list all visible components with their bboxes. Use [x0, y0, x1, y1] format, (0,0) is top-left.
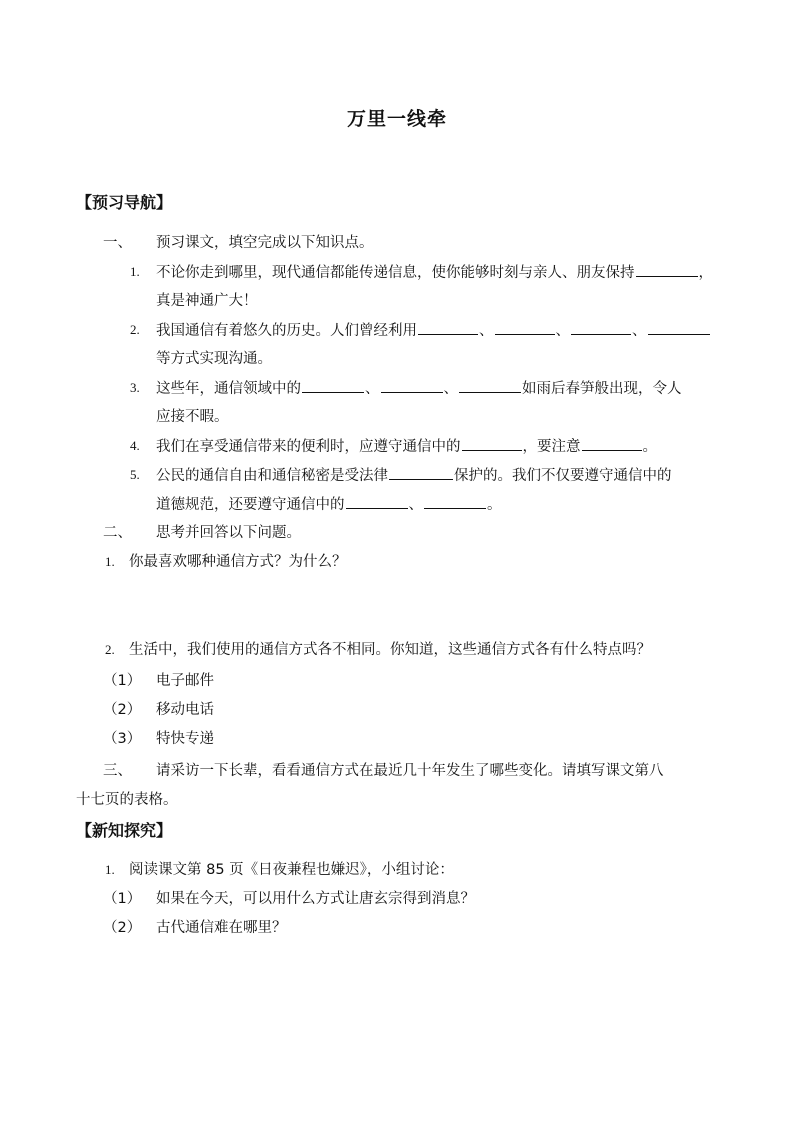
- question-number: 1.: [105, 862, 115, 877]
- section-heading-preview: 【预习导航】: [76, 193, 173, 212]
- item-text: 我国通信有着悠久的历史。人们曾经利用: [156, 323, 417, 339]
- fill-blank[interactable]: [582, 436, 642, 451]
- separator: 、: [479, 323, 494, 339]
- fill-item-1-line1: [156, 262, 713, 283]
- part2-marker: 二、: [103, 525, 132, 541]
- explore-question-1: 阅读课文第 85 页《日夜兼程也嫌迟》，小组讨论：: [129, 862, 454, 878]
- fill-item-2-line2: 等方式实现沟通。: [156, 351, 272, 367]
- item-text: ，要注意: [522, 439, 581, 455]
- item-text: ，: [698, 265, 713, 281]
- separator: 、: [443, 381, 458, 397]
- sub-item: 电子邮件: [156, 673, 214, 689]
- item-text: 这些年，通信领域中的: [156, 381, 301, 397]
- separator: 、: [632, 323, 647, 339]
- sub-item: 特快专递: [156, 731, 214, 747]
- item-text: 不论你走到哪里，现代通信都能传递信息，使你能够时刻与亲人、朋友保持: [156, 265, 635, 281]
- fill-blank[interactable]: [571, 320, 631, 335]
- sub-number: （1）: [103, 673, 142, 689]
- sub-number: （1）: [103, 891, 142, 907]
- fill-item-2-line1: [156, 320, 711, 341]
- fill-item-5-line2: [156, 494, 502, 515]
- sub-item: 古代通信难在哪里？: [156, 920, 287, 936]
- fill-item-3-line2: 应接不暇。: [156, 409, 229, 425]
- item-text: 。: [642, 439, 657, 455]
- part3-marker: 三、: [103, 763, 132, 779]
- fill-blank[interactable]: [424, 494, 486, 509]
- separator: 、: [555, 323, 570, 339]
- part1-instruction: 预习课文，填空完成以下知识点。: [156, 235, 374, 251]
- page-title: 万里一线牵: [346, 108, 447, 130]
- part2-instruction: 思考并回答以下问题。: [156, 525, 301, 541]
- fill-blank[interactable]: [648, 320, 710, 335]
- item-number: 1.: [130, 264, 140, 279]
- item-text: 公民的通信自由和通信秘密是受法律: [156, 468, 388, 484]
- item-number: 4.: [130, 438, 140, 453]
- fill-blank[interactable]: [636, 262, 698, 277]
- fill-item-4-line1: [156, 436, 657, 457]
- question-2: 生活中，我们使用的通信方式各不相同。你知道，这些通信方式各有什么特点吗？: [129, 642, 651, 658]
- fill-blank[interactable]: [495, 320, 555, 335]
- sub-item: 移动电话: [156, 702, 214, 718]
- item-number: 2.: [130, 322, 140, 337]
- sub-item: 如果在今天，可以用什么方式让唐玄宗得到消息？: [156, 891, 475, 907]
- fill-item-5-line1: [156, 465, 672, 486]
- sub-number: （2）: [103, 920, 142, 936]
- part1-marker: 一、: [103, 235, 132, 251]
- item-number: 3.: [130, 380, 140, 395]
- sub-number: （3）: [103, 731, 142, 747]
- part3-line2: 十七页的表格。: [76, 792, 178, 808]
- fill-item-1-line2: 真是神通广大！: [156, 293, 258, 309]
- fill-blank[interactable]: [462, 436, 522, 451]
- item-text: 如雨后春笋般出现，令人: [522, 381, 682, 397]
- sub-number: （2）: [103, 702, 142, 718]
- item-text: 道德规范，还要遵守通信中的: [156, 497, 345, 513]
- fill-blank[interactable]: [381, 378, 443, 393]
- fill-blank[interactable]: [302, 378, 364, 393]
- item-text: 。: [487, 497, 502, 513]
- question-1: 你最喜欢哪种通信方式？为什么？: [129, 554, 347, 570]
- question-number: 2.: [105, 642, 115, 657]
- item-text: 我们在享受通信带来的便利时，应遵守通信中的: [156, 439, 461, 455]
- item-text: 保护的。我们不仅要遵守通信中的: [454, 468, 672, 484]
- fill-item-3-line1: [156, 378, 682, 399]
- part3-line1: 请采访一下长辈，看看通信方式在最近几十年发生了哪些变化。请填写课文第八: [156, 763, 664, 779]
- fill-blank[interactable]: [346, 494, 408, 509]
- fill-blank[interactable]: [418, 320, 478, 335]
- section-heading-explore: 【新知探究】: [76, 821, 173, 840]
- item-number: 5.: [130, 467, 140, 482]
- fill-blank[interactable]: [459, 378, 521, 393]
- fill-blank[interactable]: [389, 465, 453, 480]
- separator: 、: [408, 497, 423, 513]
- separator: 、: [365, 381, 380, 397]
- question-number: 1.: [105, 554, 115, 569]
